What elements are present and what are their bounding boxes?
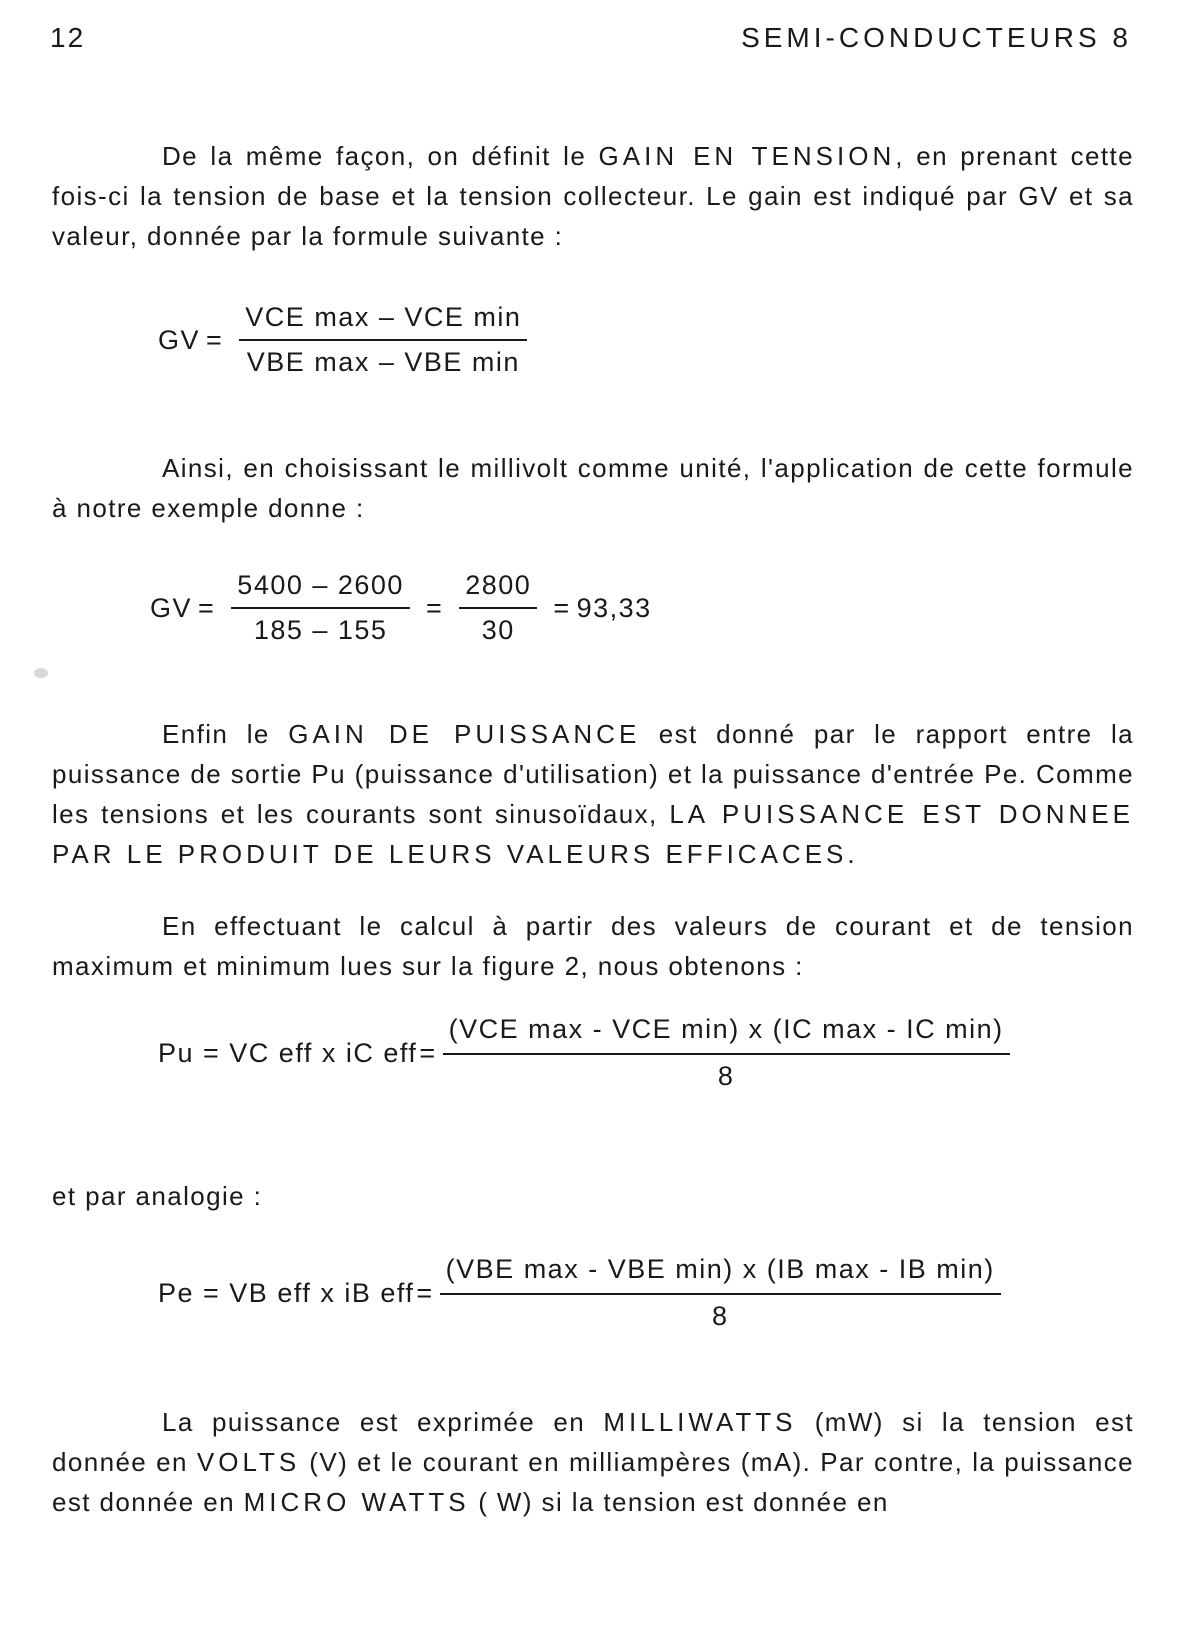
fraction-denominator: VBE max – VBE min bbox=[239, 339, 527, 378]
page-number: 12 bbox=[50, 22, 86, 53]
paragraph-text: , en prenant cette fois-ci la tension de base et la tension collecteur. Le gain est indiqué par GV et sa valeur, donnée par la formule suivante : bbox=[52, 141, 1134, 251]
formula-pe bbox=[158, 1254, 1011, 1332]
emphasis-volts: VOLTS bbox=[196, 1447, 301, 1477]
paragraph-text: est donné par le rapport entre la puissance de sortie Pu (puissance d'utilisation) et la puissance d'entrée Pe. Comme les tensions et les courants sont sinusoïdaux, bbox=[52, 719, 1134, 829]
equals-sign: = bbox=[553, 592, 571, 623]
formula-pu bbox=[158, 1014, 1020, 1092]
formula-gv-example bbox=[150, 570, 652, 646]
paragraph-analogie bbox=[52, 1176, 1134, 1216]
paragraph-text: Ainsi, en choisissant le millivolt comme unité, l'application de cette formule à notre exemple donne : bbox=[52, 453, 1134, 523]
fraction-denominator: 8 bbox=[440, 1293, 1001, 1332]
fraction bbox=[440, 1254, 1001, 1332]
fraction-numerator: (VBE max - VBE min) x (IB max - IB min) bbox=[445, 1254, 995, 1284]
fraction-numerator: (VCE max - VCE min) x (IC max - IC min) bbox=[448, 1014, 1004, 1044]
formula-lhs: Pu = VC eff x iC eff bbox=[158, 1037, 418, 1068]
equals-sign: = bbox=[198, 592, 216, 623]
fraction-denominator: 8 bbox=[443, 1053, 1010, 1092]
fraction-denominator: 185 – 155 bbox=[231, 607, 410, 646]
equals-sign: = bbox=[419, 1037, 437, 1068]
paragraph-text: Enfin le bbox=[162, 719, 289, 749]
paragraph-text: En effectuant le calcul à partir des valeurs de courant et de tension maximum et minimum lues sur la figure 2, nous obtenons : bbox=[52, 911, 1134, 981]
fraction-numerator: VCE max – VCE min bbox=[245, 302, 522, 332]
paragraph-calcul bbox=[52, 906, 1134, 986]
formula-gv-definition bbox=[158, 302, 537, 378]
running-title: SEMI-CONDUCTEURS 8 bbox=[741, 22, 1132, 53]
paragraph-text: ( W) si la tension est donnée en bbox=[469, 1487, 889, 1517]
paragraph-text: (V) et le courant en milliampères (mA). Par contre, la puissance est donnée en bbox=[52, 1447, 1134, 1517]
equals-sign: = bbox=[416, 1277, 434, 1308]
emphasis-gain-en-tension: GAIN EN TENSION bbox=[598, 141, 896, 171]
paragraph-text: (mW) si la tension est donnée en bbox=[52, 1407, 1134, 1477]
formula-lhs: Pe = VB eff x iB eff bbox=[158, 1277, 415, 1308]
paragraph-text: et par analogie : bbox=[52, 1181, 263, 1211]
fraction bbox=[459, 570, 537, 646]
emphasis-gain-de-puissance: GAIN DE PUISSANCE bbox=[288, 719, 641, 749]
scan-smudge bbox=[34, 668, 48, 678]
equals-sign: = bbox=[425, 592, 444, 623]
paragraph-text: La puissance est exprimée en bbox=[162, 1407, 604, 1437]
paragraph-unites bbox=[52, 1402, 1134, 1522]
emphasis-milliwatts: MILLIWATTS bbox=[603, 1407, 797, 1437]
paragraph-gain-puissance bbox=[52, 714, 1134, 874]
emphasis-micro-watts: MICRO WATTS bbox=[243, 1487, 470, 1517]
paragraph-text: De la même façon, on définit le bbox=[162, 141, 599, 171]
formula-result: 93,33 bbox=[576, 592, 652, 623]
paragraph-gain-tension bbox=[52, 136, 1134, 256]
fraction-numerator: 5400 – 2600 bbox=[237, 570, 404, 600]
fraction-numerator: 2800 bbox=[465, 570, 532, 600]
fraction-denominator: 30 bbox=[459, 607, 537, 646]
equals-sign: = bbox=[206, 324, 224, 355]
formula-lhs: GV bbox=[158, 324, 201, 355]
emphasis-puissance-efficace: LA PUISSANCE EST DONNEE PAR LE PRODUIT DE LEURS VALEURS EFFICACES. bbox=[52, 799, 1134, 869]
formula-lhs: GV bbox=[150, 592, 193, 623]
paragraph-millivolt bbox=[52, 448, 1134, 528]
fraction bbox=[443, 1014, 1010, 1092]
fraction bbox=[239, 302, 527, 378]
fraction bbox=[231, 570, 410, 646]
